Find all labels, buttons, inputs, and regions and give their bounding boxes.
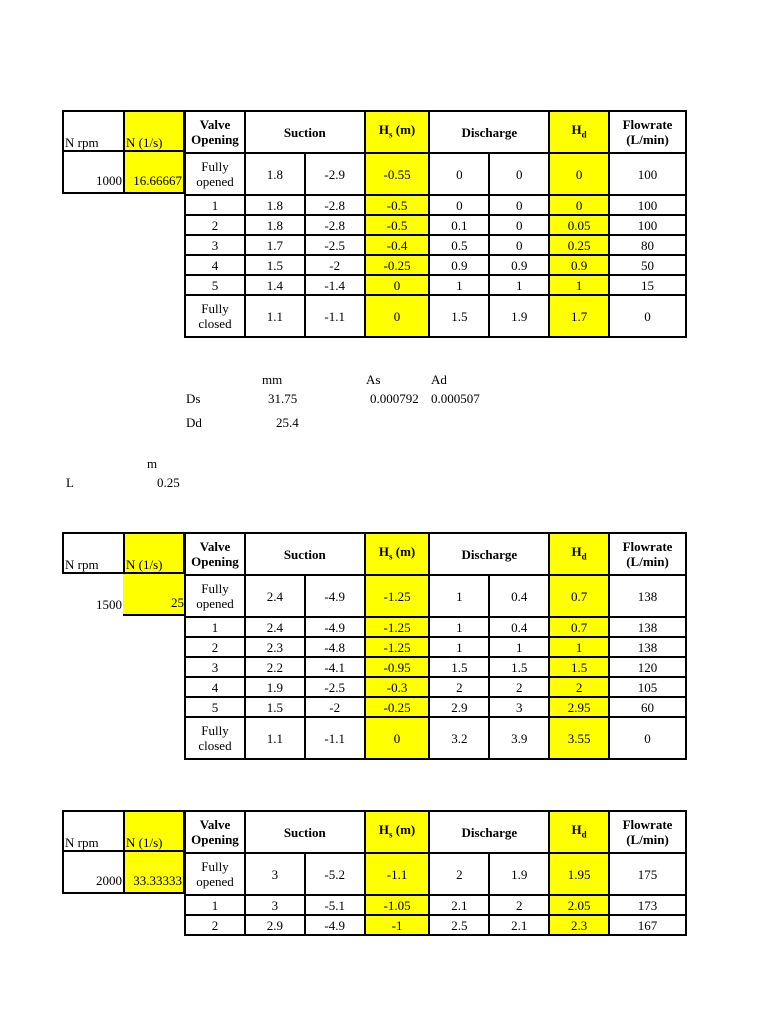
n-rpm-label: N rpm (65, 835, 99, 850)
hs-header: $H_s$ (m) (365, 811, 430, 853)
suction-header: Suction (245, 811, 365, 853)
header-row (185, 811, 686, 853)
table-row (185, 617, 686, 637)
valve-cell: 3 (185, 235, 245, 255)
discharge-1-cell: 2.5 (429, 915, 489, 935)
table-row (185, 637, 686, 657)
discharge-2-cell: 1.5 (489, 657, 549, 677)
hs-header: $H_s$ (m) (365, 533, 430, 575)
valve-cell: 3 (185, 657, 245, 677)
hd-cell: 0.7 (549, 575, 609, 617)
hs-cell: -1.25 (365, 575, 430, 617)
discharge-header: Discharge (429, 811, 549, 853)
valve-cell: 1 (185, 195, 245, 215)
valve-cell: 2 (185, 215, 245, 235)
flowrate-cell: 138 (609, 637, 686, 657)
suction-2-cell: -2.5 (305, 677, 365, 697)
unit-m: m (147, 456, 158, 471)
discharge-2-cell: 1.9 (489, 295, 549, 337)
hd-cell: 0.25 (549, 235, 609, 255)
n-hz-header (123, 532, 185, 574)
valve-cell: Fully opened (185, 153, 245, 195)
flowrate-header: Flowrate (L/min) (609, 533, 686, 575)
rpm-value: 1500 (96, 597, 122, 612)
discharge-2-cell: 3 (489, 697, 549, 717)
discharge-2-cell: 0.4 (489, 575, 549, 617)
hd-cell: 2.3 (549, 915, 609, 935)
suction-1-cell: 1.8 (245, 215, 305, 235)
pump-data-table (184, 532, 687, 760)
suction-1-cell: 1.4 (245, 275, 305, 295)
hd-cell: 0 (549, 153, 609, 195)
area-discharge-value: 0.000507 (431, 391, 480, 406)
n-rpm-header (62, 810, 123, 852)
discharge-2-cell: 1.9 (489, 853, 549, 895)
flowrate-cell: 120 (609, 657, 686, 677)
table-row (185, 697, 686, 717)
flowrate-cell: 175 (609, 853, 686, 895)
n-hz-label: N (1/s) (126, 835, 163, 850)
suction-1-cell: 1.5 (245, 255, 305, 275)
table-row (185, 195, 686, 215)
flowrate-header: Flowrate (L/min) (609, 111, 686, 153)
valve-opening-header: Valve Opening (185, 533, 245, 575)
header-row (185, 111, 686, 153)
flowrate-cell: 0 (609, 717, 686, 759)
valve-cell: 1 (185, 895, 245, 915)
discharge-1-cell: 3.2 (429, 717, 489, 759)
flowrate-cell: 0 (609, 295, 686, 337)
unit-mm: mm (262, 372, 283, 387)
n-rpm-label: N rpm (65, 557, 99, 572)
hs-cell: -1.25 (365, 637, 430, 657)
suction-2-cell: -5.1 (305, 895, 365, 915)
n-values (62, 574, 185, 616)
valve-cell: 4 (185, 677, 245, 697)
discharge-2-cell: 1 (489, 275, 549, 295)
suction-1-cell: 3 (245, 895, 305, 915)
discharge-2-cell: 2 (489, 895, 549, 915)
hz-value: 33.33333 (133, 873, 182, 888)
suction-1-cell: 1.1 (245, 295, 305, 337)
hd-cell: 1 (549, 637, 609, 657)
hd-cell: 0.9 (549, 255, 609, 275)
discharge-1-cell: 0 (429, 153, 489, 195)
discharge-2-cell: 0.9 (489, 255, 549, 275)
flowrate-cell: 15 (609, 275, 686, 295)
table-row (185, 915, 686, 935)
suction-2-cell: -4.8 (305, 637, 365, 657)
n-hz-header (123, 810, 185, 852)
valve-cell: 1 (185, 617, 245, 637)
flowrate-cell: 100 (609, 195, 686, 215)
table-row (185, 677, 686, 697)
discharge-header: Discharge (429, 533, 549, 575)
table-row (185, 153, 686, 195)
suction-2-cell: -2 (305, 255, 365, 275)
suction-2-cell: -2 (305, 697, 365, 717)
length-value: 0.25 (157, 475, 180, 490)
table-row (185, 215, 686, 235)
discharge-2-cell: 2.1 (489, 915, 549, 935)
suction-header: Suction (245, 533, 365, 575)
suction-1-cell: 2.2 (245, 657, 305, 677)
n-rpm-header (62, 532, 123, 574)
valve-cell: Fully closed (185, 717, 245, 759)
table-row (185, 657, 686, 677)
discharge-2-cell: 2 (489, 677, 549, 697)
length-label: L (66, 475, 74, 490)
discharge-1-cell: 1 (429, 637, 489, 657)
hs-cell: -0.3 (365, 677, 430, 697)
n-rpm-label: N rpm (65, 135, 99, 150)
hz-value: 25 (171, 595, 184, 610)
discharge-2-cell: 1 (489, 637, 549, 657)
rpm-value: 1000 (96, 173, 122, 188)
hs-header: $H_s$ (m) (365, 111, 430, 153)
flowrate-cell: 167 (609, 915, 686, 935)
flowrate-cell: 105 (609, 677, 686, 697)
valve-cell: Fully opened (185, 853, 245, 895)
discharge-1-cell: 0.5 (429, 235, 489, 255)
hs-cell: 0 (365, 295, 430, 337)
discharge-1-cell: 2 (429, 677, 489, 697)
valve-cell: 4 (185, 255, 245, 275)
suction-1-cell: 2.4 (245, 575, 305, 617)
rpm-value: 2000 (96, 873, 122, 888)
hs-cell: -0.55 (365, 153, 430, 195)
valve-cell: Fully closed (185, 295, 245, 337)
discharge-1-cell: 0.9 (429, 255, 489, 275)
n-hz-label: N (1/s) (126, 557, 163, 572)
table-row (185, 255, 686, 275)
discharge-1-cell: 1.5 (429, 295, 489, 337)
hd-cell: 1.95 (549, 853, 609, 895)
area-suction-value: 0.000792 (370, 391, 419, 406)
diameter-discharge-label: Dd (186, 415, 202, 430)
suction-2-cell: -4.9 (305, 915, 365, 935)
suction-1-cell: 1.8 (245, 153, 305, 195)
hs-cell: -0.95 (365, 657, 430, 677)
hd-header: $H_d$ (549, 811, 609, 853)
discharge-1-cell: 0 (429, 195, 489, 215)
suction-1-cell: 1.7 (245, 235, 305, 255)
header-row (185, 533, 686, 575)
suction-1-cell: 1.1 (245, 717, 305, 759)
valve-opening-header: Valve Opening (185, 811, 245, 853)
suction-2-cell: -1.1 (305, 717, 365, 759)
hd-cell: 3.55 (549, 717, 609, 759)
hs-cell: 0 (365, 717, 430, 759)
diameter-suction-value: 31.75 (268, 391, 298, 406)
table-row (185, 295, 686, 337)
suction-2-cell: -4.9 (305, 575, 365, 617)
flowrate-cell: 60 (609, 697, 686, 717)
suction-1-cell: 1.5 (245, 697, 305, 717)
hd-cell: 2.05 (549, 895, 609, 915)
discharge-1-cell: 2.1 (429, 895, 489, 915)
pump-data-table (184, 110, 687, 338)
discharge-1-cell: 1 (429, 575, 489, 617)
hd-cell: 0 (549, 195, 609, 215)
suction-1-cell: 1.9 (245, 677, 305, 697)
suction-1-cell: 2.3 (245, 637, 305, 657)
diameter-suction-label: Ds (186, 391, 201, 406)
suction-2-cell: -2.9 (305, 153, 365, 195)
valve-cell: 5 (185, 275, 245, 295)
suction-2-cell: -2.5 (305, 235, 365, 255)
hs-cell: -0.25 (365, 697, 430, 717)
discharge-2-cell: 0 (489, 153, 549, 195)
discharge-2-cell: 0 (489, 215, 549, 235)
discharge-header: Discharge (429, 111, 549, 153)
flowrate-cell: 138 (609, 575, 686, 617)
discharge-1-cell: 0.1 (429, 215, 489, 235)
area-discharge-label: Ad (431, 372, 447, 387)
valve-cell: 2 (185, 637, 245, 657)
suction-2-cell: -2.8 (305, 195, 365, 215)
flowrate-cell: 80 (609, 235, 686, 255)
suction-1-cell: 2.4 (245, 617, 305, 637)
hs-cell: 0 (365, 275, 430, 295)
suction-2-cell: -4.1 (305, 657, 365, 677)
area-suction-label: As (366, 372, 381, 387)
hs-cell: -1.1 (365, 853, 430, 895)
suction-2-cell: -4.9 (305, 617, 365, 637)
suction-2-cell: -2.8 (305, 215, 365, 235)
hd-cell: 2.95 (549, 697, 609, 717)
flowrate-cell: 100 (609, 215, 686, 235)
discharge-1-cell: 1 (429, 617, 489, 637)
hs-cell: -1.05 (365, 895, 430, 915)
hs-cell: -1 (365, 915, 430, 935)
pump-data-table (184, 810, 687, 936)
n-values (62, 852, 185, 894)
discharge-2-cell: 0.4 (489, 617, 549, 637)
hs-cell: -0.5 (365, 195, 430, 215)
suction-1-cell: 2.9 (245, 915, 305, 935)
flowrate-cell: 173 (609, 895, 686, 915)
discharge-1-cell: 1 (429, 275, 489, 295)
valve-cell: Fully opened (185, 575, 245, 617)
hz-value: 16.66667 (133, 173, 182, 188)
n-rpm-header (62, 110, 123, 152)
suction-2-cell: -1.1 (305, 295, 365, 337)
flowrate-cell: 100 (609, 153, 686, 195)
n-hz-label: N (1/s) (126, 135, 163, 150)
table-row (185, 235, 686, 255)
n-values (62, 152, 185, 194)
discharge-1-cell: 2.9 (429, 697, 489, 717)
hd-cell: 0.7 (549, 617, 609, 637)
suction-1-cell: 3 (245, 853, 305, 895)
flowrate-cell: 138 (609, 617, 686, 637)
suction-2-cell: -5.2 (305, 853, 365, 895)
flowrate-header: Flowrate (L/min) (609, 811, 686, 853)
hd-cell: 1.7 (549, 295, 609, 337)
suction-1-cell: 1.8 (245, 195, 305, 215)
hd-header: $H_d$ (549, 533, 609, 575)
table-row (185, 853, 686, 895)
flowrate-cell: 50 (609, 255, 686, 275)
hs-cell: -0.4 (365, 235, 430, 255)
valve-cell: 2 (185, 915, 245, 935)
discharge-2-cell: 3.9 (489, 717, 549, 759)
suction-2-cell: -1.4 (305, 275, 365, 295)
hd-cell: 1 (549, 275, 609, 295)
hs-cell: -0.5 (365, 215, 430, 235)
valve-cell: 5 (185, 697, 245, 717)
hd-cell: 0.05 (549, 215, 609, 235)
hs-cell: -1.25 (365, 617, 430, 637)
table-row (185, 575, 686, 617)
hs-cell: -0.25 (365, 255, 430, 275)
table-row (185, 275, 686, 295)
n-hz-header (123, 110, 185, 152)
discharge-1-cell: 1.5 (429, 657, 489, 677)
diameter-discharge-value: 25.4 (276, 415, 299, 430)
hd-header: $H_d$ (549, 111, 609, 153)
table-row (185, 717, 686, 759)
discharge-1-cell: 2 (429, 853, 489, 895)
hd-cell: 2 (549, 677, 609, 697)
hd-cell: 1.5 (549, 657, 609, 677)
discharge-2-cell: 0 (489, 195, 549, 215)
valve-opening-header: Valve Opening (185, 111, 245, 153)
suction-header: Suction (245, 111, 365, 153)
table-row (185, 895, 686, 915)
discharge-2-cell: 0 (489, 235, 549, 255)
